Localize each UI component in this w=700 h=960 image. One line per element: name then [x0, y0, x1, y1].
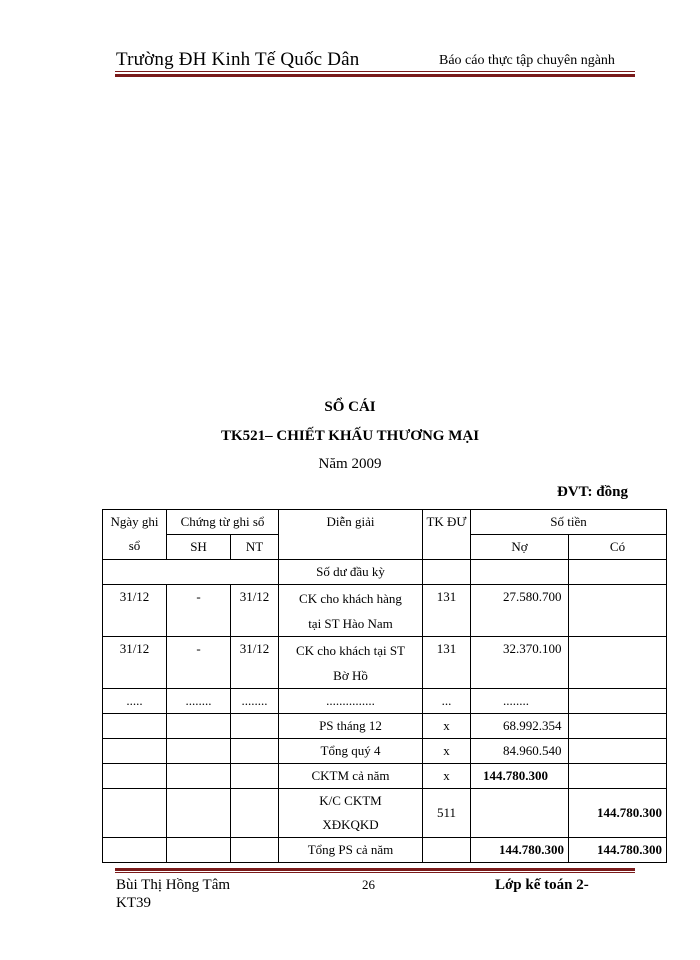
summary-tk: x — [423, 714, 471, 739]
summary-row — [103, 764, 667, 789]
empty-cell — [103, 739, 167, 764]
header-date: Ngày ghi sổ — [103, 510, 167, 560]
row-nt: 31/12 — [231, 637, 279, 689]
empty-cell — [231, 838, 279, 863]
table-row — [103, 689, 667, 714]
row-debit: ........ — [471, 689, 569, 714]
empty-cell — [167, 789, 231, 838]
row-sh: ........ — [167, 689, 231, 714]
row-sh: - — [167, 585, 231, 637]
header-nt: NT — [231, 535, 279, 560]
footer-class: Lớp kế toán 2- — [495, 877, 589, 893]
summary-credit — [569, 714, 667, 739]
total-desc: Tổng PS cả năm — [279, 838, 423, 863]
summary-credit — [569, 764, 667, 789]
transfer-credit: 144.780.300 — [569, 789, 667, 838]
row-desc-line1: CK cho khách tại ST — [295, 643, 406, 658]
transfer-tk: 511 — [423, 789, 471, 838]
empty-cell — [167, 714, 231, 739]
account-title: TK521– CHIẾT KHẤU THƯƠNG MẠI — [220, 428, 480, 444]
row-date: 31/12 — [103, 637, 167, 689]
empty-cell — [103, 764, 167, 789]
empty-cell — [569, 560, 667, 585]
row-desc — [279, 637, 423, 689]
header-tk: TK ĐƯ — [423, 510, 471, 560]
ledger-title: SỔ CÁI — [324, 399, 376, 415]
row-date: ..... — [103, 689, 167, 714]
summary-credit — [569, 739, 667, 764]
total-debit: 144.780.300 — [471, 838, 569, 863]
summary-row — [103, 714, 667, 739]
table-row — [103, 585, 667, 637]
empty-cell — [471, 560, 569, 585]
row-desc-line1: CK cho khách hàng — [299, 591, 402, 606]
summary-debit: 144.780.300 — [471, 764, 569, 789]
transfer-desc — [279, 789, 423, 838]
table-row — [103, 637, 667, 689]
row-desc-line2: tại ST Hào Nam — [308, 616, 393, 631]
summary-desc: Tổng quý 4 — [279, 739, 423, 764]
empty-cell — [231, 789, 279, 838]
header-desc: Diễn giải — [279, 510, 423, 560]
header-school: Trường ĐH Kinh Tế Quốc Dân — [116, 49, 360, 70]
header-rule-thin — [115, 71, 635, 72]
empty-cell — [103, 714, 167, 739]
summary-tk: x — [423, 739, 471, 764]
total-credit: 144.780.300 — [569, 838, 667, 863]
empty-cell — [231, 714, 279, 739]
opening-balance-row — [103, 560, 667, 585]
transfer-row — [103, 789, 667, 838]
header-credit: Có — [569, 535, 667, 560]
empty-cell — [167, 838, 231, 863]
header-amount: Số tiền — [471, 510, 667, 535]
empty-cell — [103, 838, 167, 863]
header-voucher: Chứng từ ghi sổ — [167, 510, 279, 535]
row-credit — [569, 637, 667, 689]
unit-label: ĐVT: đồng — [557, 484, 628, 500]
row-debit: 27.580.700 — [471, 585, 569, 637]
row-tk: ... — [423, 689, 471, 714]
total-tk — [423, 838, 471, 863]
footer-rule-thin — [115, 872, 635, 873]
row-desc-line2: Bờ Hồ — [333, 668, 368, 683]
empty-cell — [231, 764, 279, 789]
row-tk: 131 — [423, 585, 471, 637]
row-tk: 131 — [423, 637, 471, 689]
summary-debit: 84.960.540 — [471, 739, 569, 764]
summary-debit: 68.992.354 — [471, 714, 569, 739]
footer-page-number: 26 — [362, 877, 375, 892]
empty-cell — [167, 739, 231, 764]
row-desc: ............... — [279, 689, 423, 714]
summary-desc: PS tháng 12 — [279, 714, 423, 739]
opening-label: Số dư đầu kỳ — [279, 560, 423, 585]
summary-desc: CKTM cả năm — [279, 764, 423, 789]
row-sh: - — [167, 637, 231, 689]
empty-cell — [423, 560, 471, 585]
transfer-desc-line2: XĐKQKD — [322, 817, 379, 832]
empty-cell — [103, 789, 167, 838]
ledger-table — [102, 509, 667, 863]
row-nt: 31/12 — [231, 585, 279, 637]
row-credit — [569, 689, 667, 714]
total-row — [103, 838, 667, 863]
transfer-desc-line1: K/C CKTM — [319, 793, 382, 808]
header-report-title: Báo cáo thực tập chuyên ngành — [439, 53, 615, 68]
transfer-debit — [471, 789, 569, 838]
footer-author: Bùi Thị Hồng Tâm — [116, 877, 231, 893]
table-header-row — [103, 510, 667, 535]
row-desc — [279, 585, 423, 637]
row-credit — [569, 585, 667, 637]
summary-row — [103, 739, 667, 764]
empty-cell — [103, 560, 279, 585]
row-date: 31/12 — [103, 585, 167, 637]
header-sh: SH — [167, 535, 231, 560]
footer-class-cont: KT39 — [116, 895, 151, 911]
footer-rule-thick — [115, 868, 635, 871]
empty-cell — [167, 764, 231, 789]
year-label: Năm 2009 — [318, 456, 382, 472]
row-debit: 32.370.100 — [471, 637, 569, 689]
summary-tk: x — [423, 764, 471, 789]
header-rule-thick — [115, 74, 635, 77]
row-nt: ........ — [231, 689, 279, 714]
header-debit: Nợ — [471, 535, 569, 560]
empty-cell — [231, 739, 279, 764]
